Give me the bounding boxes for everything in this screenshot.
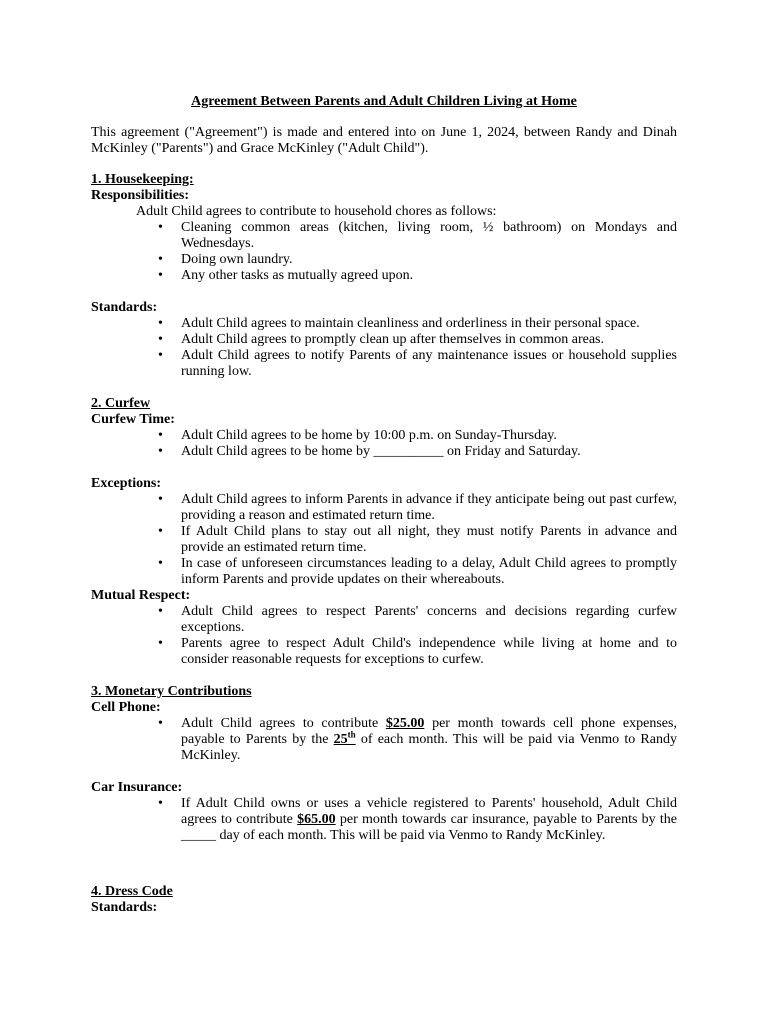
bullet-icon: • [158,348,163,363]
list-item: • Cleaning common areas (kitchen, living room, ½ bathroom) on Mondays and Wednesdays. [158,220,677,251]
intro-paragraph: This agreement ("Agreement") is made and entered into on June 1, 2024, between Randy and Dinah McKinley ("Parents") and Grace McKinley ("Adult Child"). [91,125,677,156]
list-item: • Adult Child agrees to notify Parents of any maintenance issues or household supplies running low. [158,348,677,379]
bullet-icon: • [158,252,163,267]
bullet-icon: • [158,556,163,571]
list-item: • If Adult Child plans to stay out all night, they must notify Parents in advance and provide an estimated return time. [158,524,677,555]
spacer [91,844,677,884]
exceptions-label: Exceptions: [91,476,161,491]
spacer [91,460,677,476]
bullet-icon: • [158,716,163,731]
spacer [91,380,677,396]
bullet-icon: • [158,524,163,539]
list-item: • Adult Child agrees to contribute $25.00 per month towards cell phone expenses, payable to Parents by the 25th of each month. This will be paid via Venmo to Randy McKinley. [158,716,677,763]
dress-code-standards-label: Standards: [91,900,158,915]
list-item: • Adult Child agrees to maintain cleanliness and orderliness in their personal space. [158,316,640,331]
curfew-time-list [91,428,677,460]
bullet-icon: • [158,444,163,459]
car-insurance-list [91,796,677,844]
list-item: • Parents agree to respect Adult Child's independence while living at home and to consider reasonable requests for exceptions to curfew. [158,636,677,667]
list-item: • Adult Child agrees to be home by __________ on Friday and Saturday. [158,444,581,459]
spacer [91,668,677,684]
section-3-heading: 3. Monetary Contributions [91,684,252,699]
responsibilities-list [91,220,677,284]
exceptions-list [91,492,677,588]
standards-list [91,316,677,380]
section-1-heading: 1. Housekeeping: [91,172,194,187]
list-item: • Any other tasks as mutually agreed upon. [158,268,414,283]
list-item: • Adult Child agrees to promptly clean up after themselves in common areas. [158,332,604,347]
list-item: • Adult Child agrees to be home by 10:00 p.m. on Sunday-Thursday. [158,428,557,443]
bullet-icon: • [158,636,163,651]
document-page [91,94,677,916]
bullet-icon: • [158,316,163,331]
cell-phone-amount: $25.00 [385,716,425,731]
bullet-icon: • [158,332,163,347]
bullet-icon: • [158,268,163,283]
cell-phone-list [91,716,677,764]
document-title: Agreement Between Parents and Adult Children Living at Home [191,94,577,109]
list-item: • In case of unforeseen circumstances leading to a delay, Adult Child agrees to promptly inform Parents and provide updates on their whereabouts. [158,556,677,587]
responsibilities-label: Responsibilities: [91,188,190,203]
responsibilities-intro: Adult Child agrees to contribute to household chores as follows: [136,204,497,219]
bullet-icon: • [158,604,163,619]
bullet-icon: • [158,796,163,811]
mutual-respect-list [91,604,677,668]
list-item: • Doing own laundry. [158,252,293,267]
section-2-heading: 2. Curfew [91,396,151,411]
cell-phone-label: Cell Phone: [91,700,161,715]
list-item: • Adult Child agrees to inform Parents in advance if they anticipate being out past curfew, providing a reason and estimated return time. [158,492,677,523]
spacer [91,284,677,300]
cell-phone-due-day: 25th [333,729,356,747]
bullet-icon: • [158,492,163,507]
curfew-time-label: Curfew Time: [91,412,175,427]
bullet-icon: • [158,428,163,443]
list-item: • If Adult Child owns or uses a vehicle registered to Parents' household, Adult Child agrees to contribute $65.00 per month towards car insurance, payable to Parents by the _____ day of each month. This will be paid via Venmo to Randy McKinley. [158,796,678,843]
car-insurance-label: Car Insurance: [91,780,183,795]
spacer [91,764,677,780]
car-insurance-amount: $65.00 [297,812,336,827]
standards-label: Standards: [91,300,158,315]
list-item: • Adult Child agrees to respect Parents' concerns and decisions regarding curfew exceptions. [158,604,677,635]
section-4-heading: 4. Dress Code [91,884,173,899]
bullet-icon: • [158,220,163,235]
mutual-respect-label: Mutual Respect: [91,588,191,603]
